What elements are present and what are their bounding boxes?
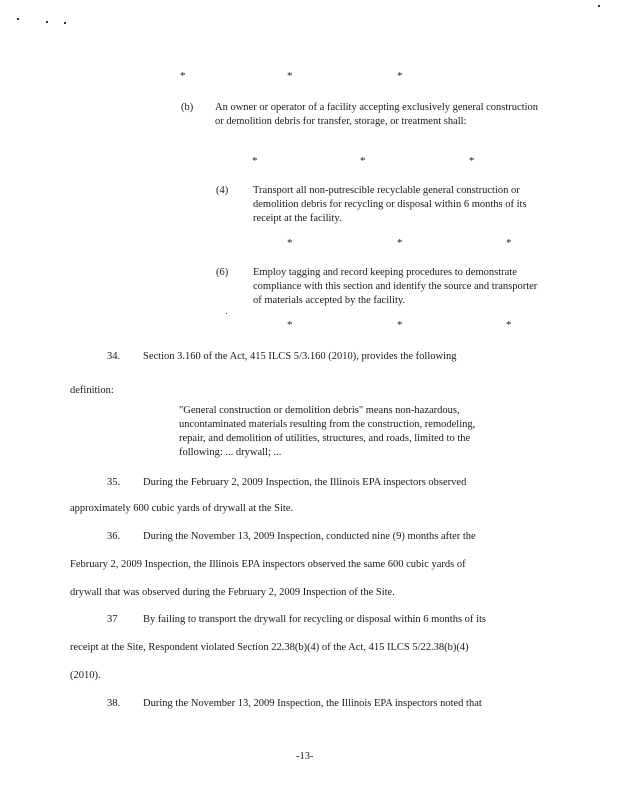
para-38-line-1: During the November 13, 2009 Inspection, the Illinois EPA inspectors noted that [143, 698, 482, 709]
clause-6-text: Employ tagging and record keeping procedures to demonstrate compliance with this section and identify the source and transporter of materials accepted by the facility. [253, 267, 538, 306]
clause-6-label: (6) [216, 267, 229, 278]
para-35-line-1: During the February 2, 2009 Inspection, the Illinois EPA inspectors observed [143, 477, 467, 488]
para-36-line-3: drywall that was observed during the February 2, 2009 Inspection of the Site. [70, 587, 395, 598]
scan-speck [64, 22, 66, 24]
quote-line-1: "General construction or demolition debris" means non-hazardous, [179, 405, 460, 416]
omission-star: * [506, 319, 512, 331]
para-36-line-1: During the November 13, 2009 Inspection, conducted nine (9) months after the [143, 531, 476, 542]
para-35-line-2: approximately 600 cubic yards of drywall at the Site. [70, 503, 294, 514]
para-36-number: 36. [107, 531, 121, 542]
omission-star: * [287, 237, 293, 249]
clause-b-text: An owner or operator of a facility accepting exclusively general construction or demolition debris for transfer, storage, or treatment shall: [215, 102, 539, 127]
scan-speck [226, 313, 227, 314]
para-37-line-3: (2010). [70, 670, 101, 681]
omission-star: * [180, 70, 186, 82]
clause-b-label: (b) [181, 102, 194, 113]
para-38-number: 38. [107, 698, 121, 709]
omission-star: * [506, 237, 512, 249]
page-number: -13- [296, 751, 314, 762]
para-36-line-2: February 2, 2009 Inspection, the Illinois EPA inspectors observed the same 600 cubic yards of [70, 559, 466, 570]
scan-speck [46, 21, 48, 23]
para-37-line-1: By failing to transport the drywall for recycling or disposal within 6 months of its [143, 614, 486, 625]
para-37-number: 37 [107, 614, 118, 625]
omission-star: * [397, 237, 403, 249]
para-37-line-2: receipt at the Site, Respondent violated Section 22.38(b)(4) of the Act, 415 ILCS 5/22.38(b)(4) [70, 642, 469, 653]
omission-star: * [360, 155, 366, 167]
para-35-number: 35. [107, 477, 121, 488]
para-34-line-1: Section 3.160 of the Act, 415 ILCS 5/3.160 (2010), provides the following [143, 351, 457, 362]
omission-star: * [287, 70, 293, 82]
quote-line-4: following: ... drywall; ... [179, 447, 282, 458]
clause-4-label: (4) [216, 185, 229, 196]
omission-star: * [252, 155, 258, 167]
omission-star: * [397, 70, 403, 82]
para-34-line-2: definition: [70, 385, 114, 396]
quote-line-2: uncontaminated materials resulting from the construction, remodeling, [179, 419, 476, 430]
omission-star: * [397, 319, 403, 331]
omission-star: * [287, 319, 293, 331]
scan-speck [598, 5, 600, 7]
scan-speck [17, 18, 19, 20]
para-34-number: 34. [107, 351, 121, 362]
quote-line-3: repair, and demolition of utilities, structures, and roads, limited to the [179, 433, 471, 444]
clause-4-text: Transport all non-putrescible recyclable general construction or demolition debris for recycling or disposal within 6 months of its receipt at the facility. [253, 185, 527, 224]
omission-star: * [469, 155, 475, 167]
